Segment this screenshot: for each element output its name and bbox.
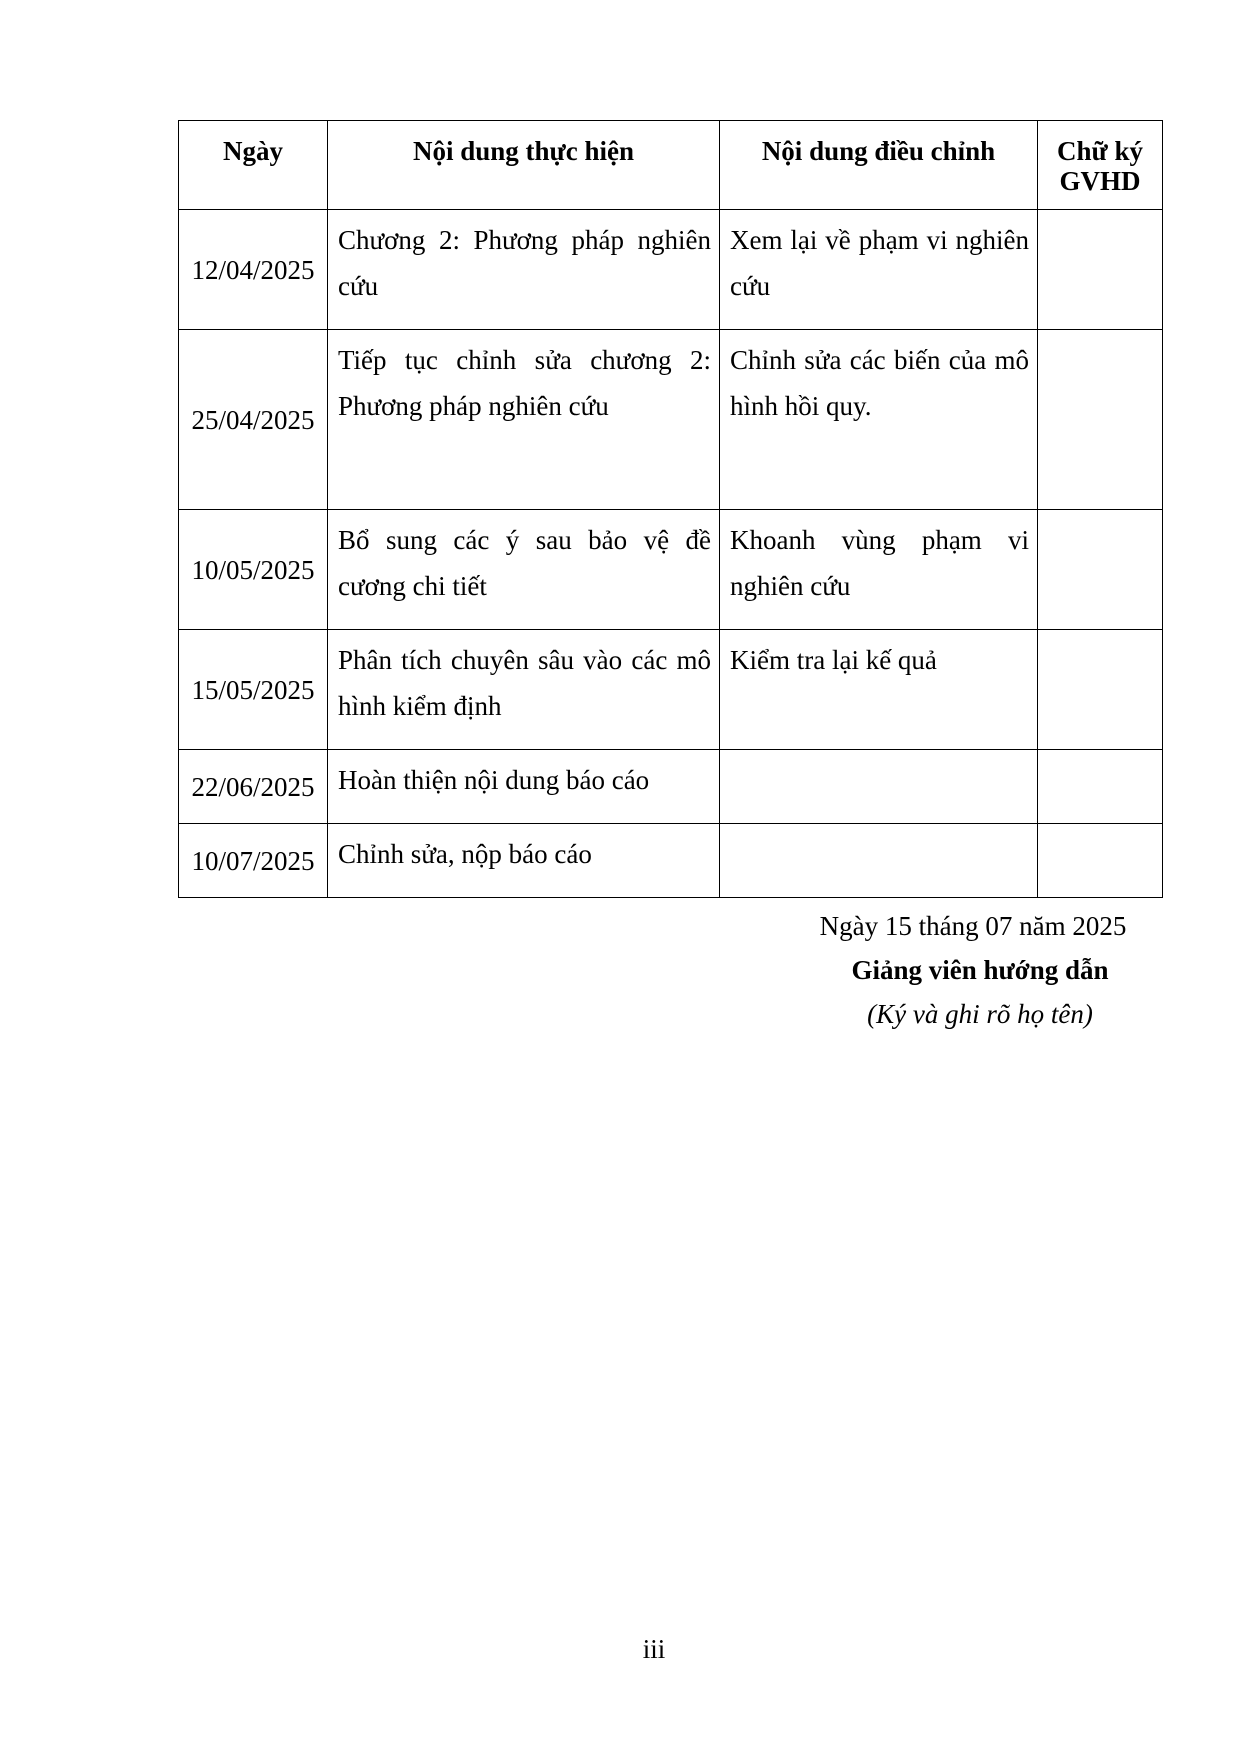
row-content: Phân tích chuyên sâu vào các mô hình kiểm định xyxy=(328,630,720,750)
row-content: Tiếp tục chỉnh sửa chương 2: Phương pháp nghiên cứu xyxy=(328,330,720,510)
header-content: Nội dung thực hiện xyxy=(328,121,720,210)
table-row xyxy=(179,330,1163,510)
row-content: Hoàn thiện nội dung báo cáo xyxy=(328,750,720,824)
signature-date: Ngày 15 tháng 07 năm 2025 xyxy=(819,911,1127,941)
row-signature-cell xyxy=(1038,330,1163,510)
row-signature-cell xyxy=(1038,210,1163,330)
row-adjustment: Khoanh vùng phạm vi nghiên cứu xyxy=(720,510,1038,630)
row-adjustment: Chỉnh sửa các biến của mô hình hồi quy. xyxy=(720,330,1038,510)
row-content: Chương 2: Phương pháp nghiên cứu xyxy=(328,210,720,330)
row-date: 12/04/2025 xyxy=(179,210,328,330)
row-adjustment xyxy=(720,824,1038,898)
table-row xyxy=(179,824,1163,898)
signature-note: (Ký và ghi rõ họ tên) xyxy=(867,999,1093,1029)
header-date: Ngày xyxy=(179,121,328,210)
row-content: Chỉnh sửa, nộp báo cáo xyxy=(328,824,720,898)
row-adjustment xyxy=(720,750,1038,824)
row-date: 10/05/2025 xyxy=(179,510,328,630)
row-signature-cell xyxy=(1038,824,1163,898)
row-adjustment: Xem lại về phạm vi nghiên cứu xyxy=(720,210,1038,330)
signature-title: Giảng viên hướng dẫn xyxy=(851,955,1109,985)
row-date: 25/04/2025 xyxy=(179,330,328,510)
row-date: 22/06/2025 xyxy=(179,750,328,824)
row-signature-cell xyxy=(1038,750,1163,824)
row-signature-cell xyxy=(1038,510,1163,630)
row-adjustment: Kiểm tra lại kế quả xyxy=(720,630,1038,750)
header-signature: Chữ ký GVHD xyxy=(1038,121,1163,210)
header-adjustment: Nội dung điều chỉnh xyxy=(720,121,1038,210)
row-date: 15/05/2025 xyxy=(179,630,328,750)
table-row xyxy=(179,750,1163,824)
row-signature-cell xyxy=(1038,630,1163,750)
row-content: Bổ sung các ý sau bảo vệ đề cương chi tiết xyxy=(328,510,720,630)
signature-block xyxy=(819,904,1130,1036)
table-row xyxy=(179,510,1163,630)
table-row xyxy=(179,630,1163,750)
page-number: iii xyxy=(642,1634,666,1664)
table-header-row xyxy=(179,121,1163,210)
row-date: 10/07/2025 xyxy=(179,824,328,898)
table-row xyxy=(179,210,1163,330)
progress-table xyxy=(178,120,1163,898)
